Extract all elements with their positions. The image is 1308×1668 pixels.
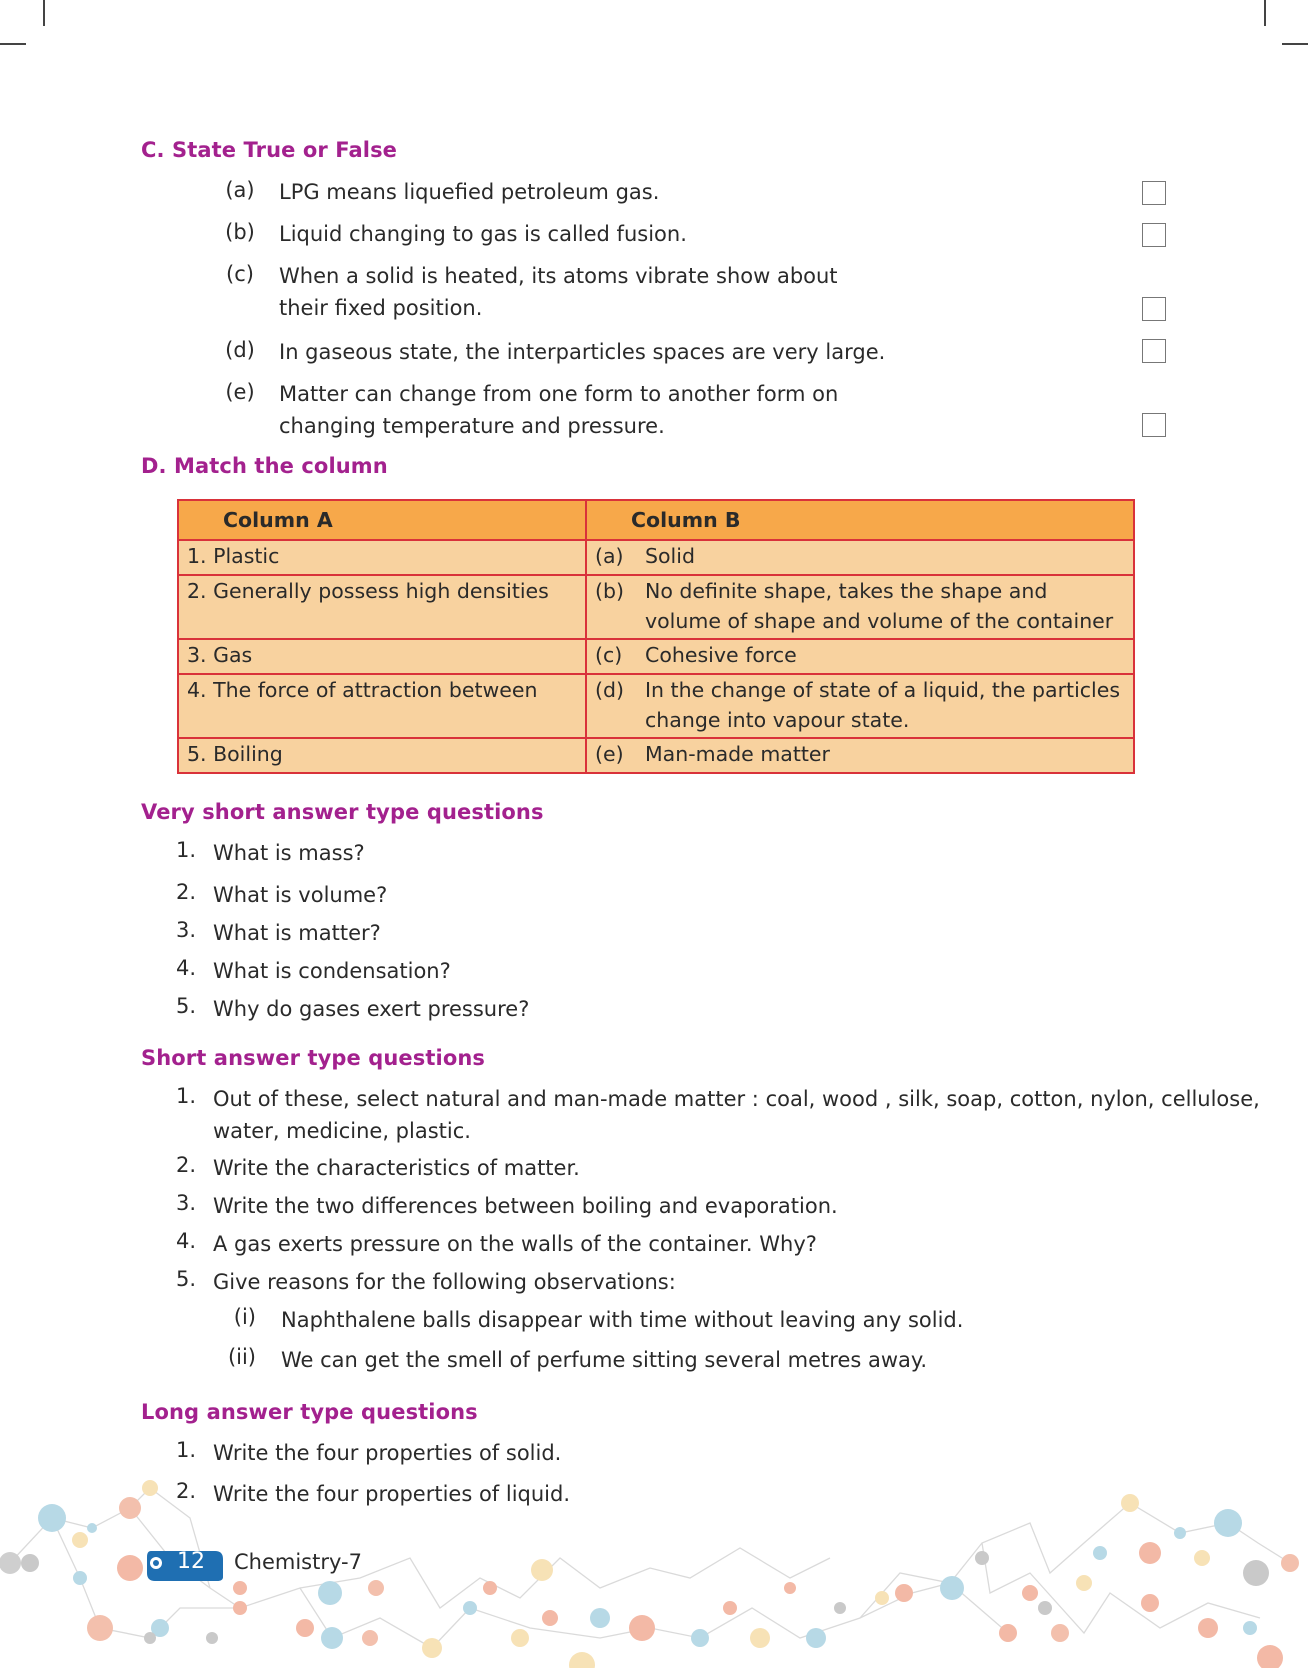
tf-answer-box[interactable] — [1142, 297, 1166, 321]
tf-label: (a) — [225, 178, 255, 202]
table-row — [178, 674, 1134, 738]
column-b-cell — [586, 674, 1134, 738]
column-b-text: In the change of state of a liquid, the particles change into vapour state. — [645, 678, 1121, 732]
question-number: 1. — [175, 1438, 196, 1462]
question-text: Write the characteristics of matter. — [213, 1156, 580, 1180]
column-b-header-text: Column B — [631, 508, 741, 532]
column-b-cell — [586, 738, 1134, 773]
crop-mark — [1264, 0, 1266, 26]
question-text: What is matter? — [213, 921, 381, 945]
question-number: 4. — [175, 1229, 196, 1253]
question-number: 2. — [175, 1153, 196, 1177]
subquestion-number: (ii) — [227, 1345, 256, 1369]
question-text: Write the four properties of solid. — [213, 1441, 562, 1465]
column-b-label: (c) — [595, 643, 623, 667]
question-text: Why do gases exert pressure? — [213, 997, 530, 1021]
tf-label: (e) — [225, 380, 255, 404]
tf-statement: In gaseous state, the interparticles spaces are very large. — [279, 340, 886, 364]
column-b-label: (b) — [595, 579, 625, 603]
book-title: Chemistry-7 — [234, 1550, 362, 1574]
question-text: Out of these, select natural and man-made matter : coal, wood , silk, soap, cotton, nylon, cellulose, — [213, 1087, 1260, 1111]
column-b-text: Man-made matter — [645, 742, 830, 766]
column-a-cell: 1. Plastic — [178, 540, 586, 575]
question-text: What is mass? — [213, 841, 365, 865]
column-a-cell: 5. Boiling — [178, 738, 586, 773]
tf-label: (d) — [225, 338, 255, 362]
long-heading: Long answer type questions — [141, 1400, 478, 1424]
section-c-heading: C. State True or False — [141, 138, 398, 162]
tf-statement: Liquid changing to gas is called fusion. — [279, 222, 687, 246]
table-header-row — [178, 500, 1134, 540]
column-a-header-text: Column A — [223, 508, 333, 532]
crop-mark — [0, 43, 26, 45]
match-table — [177, 499, 1135, 774]
question-text-continued: water, medicine, plastic. — [213, 1119, 471, 1143]
very-short-heading: Very short answer type questions — [141, 800, 544, 824]
question-number: 1. — [175, 838, 196, 862]
column-b-cell — [586, 639, 1134, 674]
tf-label: (b) — [225, 220, 255, 244]
section-d-heading: D. Match the column — [141, 454, 388, 478]
tf-label: (c) — [226, 262, 254, 286]
question-number: 3. — [175, 918, 196, 942]
tf-statement: When a solid is heated, its atoms vibrate show about their fixed position. — [279, 264, 838, 320]
column-b-label: (a) — [595, 544, 624, 568]
tf-answer-box[interactable] — [1142, 181, 1166, 205]
table-row — [178, 639, 1134, 674]
question-text: A gas exerts pressure on the walls of the container. Why? — [213, 1232, 817, 1256]
subquestion-number: (i) — [233, 1305, 256, 1329]
column-a-cell: 3. Gas — [178, 639, 586, 674]
tf-answer-box[interactable] — [1142, 413, 1166, 437]
column-b-label: (d) — [595, 678, 625, 702]
crop-mark — [1282, 43, 1308, 45]
table-row — [178, 575, 1134, 639]
question-text: Give reasons for the following observations: — [213, 1270, 676, 1294]
short-heading: Short answer type questions — [141, 1046, 485, 1070]
column-a-header — [178, 500, 586, 540]
crop-mark — [43, 0, 45, 26]
column-b-cell — [586, 540, 1134, 575]
column-b-header — [586, 500, 1134, 540]
table-row — [178, 738, 1134, 773]
question-number: 4. — [175, 956, 196, 980]
column-b-cell — [586, 575, 1134, 639]
subquestion-text: We can get the smell of perfume sitting several metres away. — [281, 1348, 927, 1372]
table-row — [178, 540, 1134, 575]
question-text: What is condensation? — [213, 959, 451, 983]
question-number: 2. — [175, 880, 196, 904]
question-text: What is volume? — [213, 883, 388, 907]
question-number: 5. — [175, 1267, 196, 1291]
column-a-cell: 4. The force of attraction between — [178, 674, 586, 738]
page-number: 12 — [177, 1549, 205, 1574]
subquestion-text: Naphthalene balls disappear with time without leaving any solid. — [281, 1308, 964, 1332]
column-a-cell: 2. Generally possess high densities — [178, 575, 586, 639]
column-b-label: (e) — [595, 742, 624, 766]
question-number: 5. — [175, 994, 196, 1018]
column-b-text: Solid — [645, 544, 695, 568]
column-b-text: Cohesive force — [645, 643, 797, 667]
question-number: 3. — [175, 1191, 196, 1215]
question-number: 2. — [175, 1479, 196, 1503]
tf-statement: Matter can change from one form to another form on changing temperature and pressure. — [279, 382, 839, 438]
question-number: 1. — [175, 1084, 196, 1108]
tf-answer-box[interactable] — [1142, 339, 1166, 363]
question-text: Write the two differences between boiling and evaporation. — [213, 1194, 838, 1218]
question-text: Write the four properties of liquid. — [213, 1482, 571, 1506]
column-b-text: No definite shape, takes the shape and volume of shape and volume of the container — [645, 579, 1114, 633]
tf-statement: LPG means liquefied petroleum gas. — [279, 180, 660, 204]
tf-answer-box[interactable] — [1142, 223, 1166, 247]
